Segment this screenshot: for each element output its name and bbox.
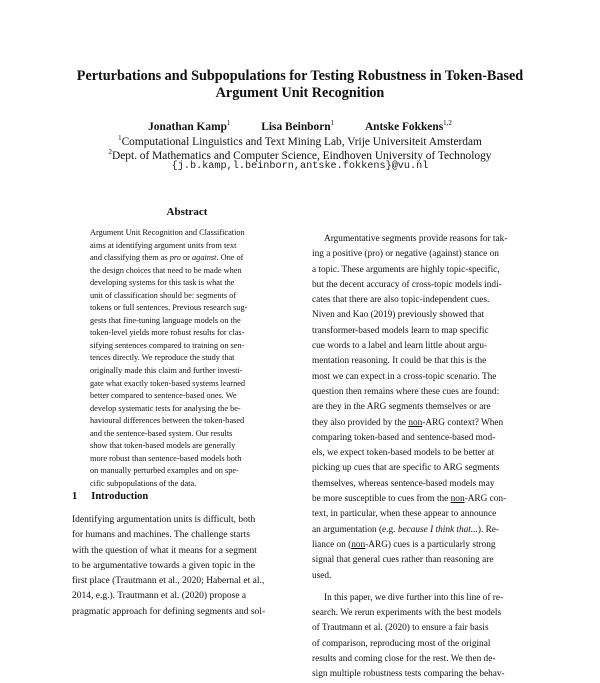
affiliation-text: Dept. of Mathematics and Computer Science, Eindhoven University of Technology: [111, 149, 492, 162]
abstract-emphasis: pro: [169, 253, 181, 263]
body-line: sign multiple robustness tests comparing the behav-: [312, 669, 505, 680]
body-line: of comparison, reproducing most of the original: [312, 638, 491, 649]
abstract-line: gate what exactly token-based systems learned: [90, 378, 246, 388]
abstract-line: on manually perturbed examples and on spe-: [90, 466, 239, 476]
abstract-body: [90, 227, 284, 490]
author-name: Jonathan Kamp: [148, 120, 227, 133]
abstract-line: havioural differences between the token-based: [90, 416, 245, 426]
body-line: Identifying argumentation units is difficult, both: [72, 515, 256, 525]
body-text: liance on (: [312, 539, 352, 550]
body-line: search. We rerun experiments with the best models: [312, 608, 502, 619]
body-line: Argumentative segments provide reasons for tak-: [324, 234, 508, 244]
introduction-body: [72, 513, 300, 620]
abstract-line: more robust than sentence-based models both: [90, 453, 242, 463]
author-name: Antske Fokkens: [364, 120, 444, 133]
author-email[interactable]: {j.b.kamp,l.beinborn,antske.fokkens}@vu.nl: [171, 161, 429, 172]
right-column-body: [312, 232, 540, 683]
abstract-line: cific subpopulations of the data.: [90, 478, 197, 488]
body-line: cue words to a label and learn little about argu-: [312, 341, 488, 352]
body-line: ing a positive (pro) or negative (against) stance on: [312, 249, 499, 260]
abstract-text: or: [183, 253, 190, 263]
body-line: used.: [312, 570, 332, 581]
body-line: with the question of what it means for a segment: [72, 545, 257, 556]
paper-title: [40, 68, 560, 102]
body-text: an argumentation (e.g.: [312, 524, 396, 535]
body-line: els, we expect token-based models to be better at: [312, 448, 494, 459]
abstract-text: One of: [220, 253, 244, 263]
author-name: Lisa Beinborn: [261, 120, 331, 133]
author-affil-mark: 1: [330, 119, 335, 127]
abstract-line: and classifying them as pro or against. One of: [90, 253, 244, 263]
title-line: Perturbations and Subpopulations for Testing Robustness in Token-Based: [76, 68, 524, 84]
affiliation-mark: 2: [108, 148, 112, 156]
section-number: 1: [72, 491, 78, 502]
body-line: to be argumentative towards a given topic in the: [72, 560, 255, 571]
abstract-line: tences directly. We reproduce the study that: [90, 353, 235, 363]
abstract-line: developing systems for this task is what the: [90, 278, 235, 288]
section-heading-introduction: [72, 490, 148, 503]
body-line: be more susceptible to cues from the non-ARG con-: [312, 494, 507, 505]
abstract-line: sifying sentences compared to training on sen-: [90, 340, 245, 350]
underlined-term: non: [351, 539, 366, 550]
body-line: most we can expect in a cross-topic scenario. The: [312, 371, 497, 382]
body-line: Niven and Kao (2019) previously showed that: [312, 310, 484, 321]
body-text: ARG con-: [467, 494, 507, 505]
body-line: a topic. These arguments are highly topic-specific,: [312, 264, 500, 275]
body-text: -ARG) cues is a particularly strong: [365, 539, 496, 550]
abstract-line: unit of classification should be: segments of: [90, 290, 237, 300]
body-line: picking up cues that are specific to ARG segments: [312, 463, 500, 474]
body-text: ARG context? When: [425, 417, 504, 428]
body-text: be more susceptible to cues from the: [312, 494, 449, 505]
body-line: transformer-based models learn to map specific: [312, 325, 489, 336]
body-line: they also provided by the non-ARG context? When: [312, 417, 504, 428]
body-text: ). Re-: [477, 524, 500, 535]
abstract-line: aims at identifying argument units from text: [90, 240, 237, 250]
body-line: but the decent accuracy of cross-topic models indi-: [312, 279, 502, 290]
section-title: Introduction: [91, 491, 149, 502]
body-line: In this paper, we dive further into this line of re-: [324, 592, 504, 603]
body-line: themselves, whereas sentence-based models may: [312, 478, 495, 489]
abstract-line: tokens or full sentences. Previous research sug-: [90, 303, 248, 313]
body-line: cates that there are also topic-independent cues.: [312, 295, 490, 306]
abstract-line: token-level yields more robust results for clas-: [90, 328, 245, 338]
body-text: they also provided by the: [312, 417, 406, 428]
body-line: of Trautmann et al. (2020) to ensure a fair basis: [312, 623, 489, 634]
author-affil-mark: 1,2: [443, 119, 452, 127]
abstract-line: Argument Unit Recognition and Classification: [90, 228, 245, 237]
underlined-term: non: [450, 494, 465, 505]
abstract-heading: Abstract: [166, 206, 208, 218]
abstract-line: originally made this claim and further investi-: [90, 366, 243, 376]
author-affil-mark: 1: [226, 119, 231, 127]
abstract-line: the design choices that need to be made when: [90, 265, 242, 275]
abstract-text: and classifying them as: [90, 253, 168, 263]
abstract-line: develop systematic tests for analysing the be-: [90, 403, 241, 413]
body-line: question then remains where these cues are found:: [312, 386, 500, 397]
abstract-emphasis: against: [192, 253, 217, 263]
title-line: Argument Unit Recognition: [215, 85, 385, 101]
body-line: results and coming close for the rest. We then de-: [312, 654, 496, 665]
abstract-line: and the sentence-based system. Our results: [90, 428, 233, 438]
body-line: [312, 523, 540, 538]
abstract-line: show that token-based models are generally: [90, 441, 236, 451]
body-line: comparing token-based and sentence-based mod-: [312, 432, 496, 443]
underlined-term: non: [408, 417, 423, 428]
body-line: pragmatic approach for defining segments and sol-: [72, 606, 266, 617]
affiliation-mark: 1: [118, 134, 122, 142]
body-line: are they in the ARG segments themselves or are: [312, 402, 491, 413]
body-line: 2014, e.g.). Trautmann et al. (2020) propose a: [72, 591, 247, 602]
affiliation-text: Computational Linguistics and Text Mining Lab, Vrije Universiteit Amsterdam: [121, 135, 482, 148]
paragraph-gap: [312, 584, 540, 591]
abstract-line: gests that fine-tuning language models on the: [90, 315, 241, 325]
body-line: for humans and machines. The challenge starts: [72, 530, 250, 541]
body-line: first place (Trautmann et al., 2020; Habernal et al.,: [72, 576, 265, 587]
body-line: signal that general cues rather than reasoning are: [312, 555, 494, 566]
body-line: text, in particular, when these appear to announce: [312, 509, 497, 520]
body-line: [312, 538, 540, 553]
body-line: mentation reasoning. It could be that this is the: [312, 356, 487, 367]
body-emphasis: because I think that...: [397, 524, 478, 535]
abstract-line: better compared to sentence-based ones. We: [90, 391, 237, 401]
